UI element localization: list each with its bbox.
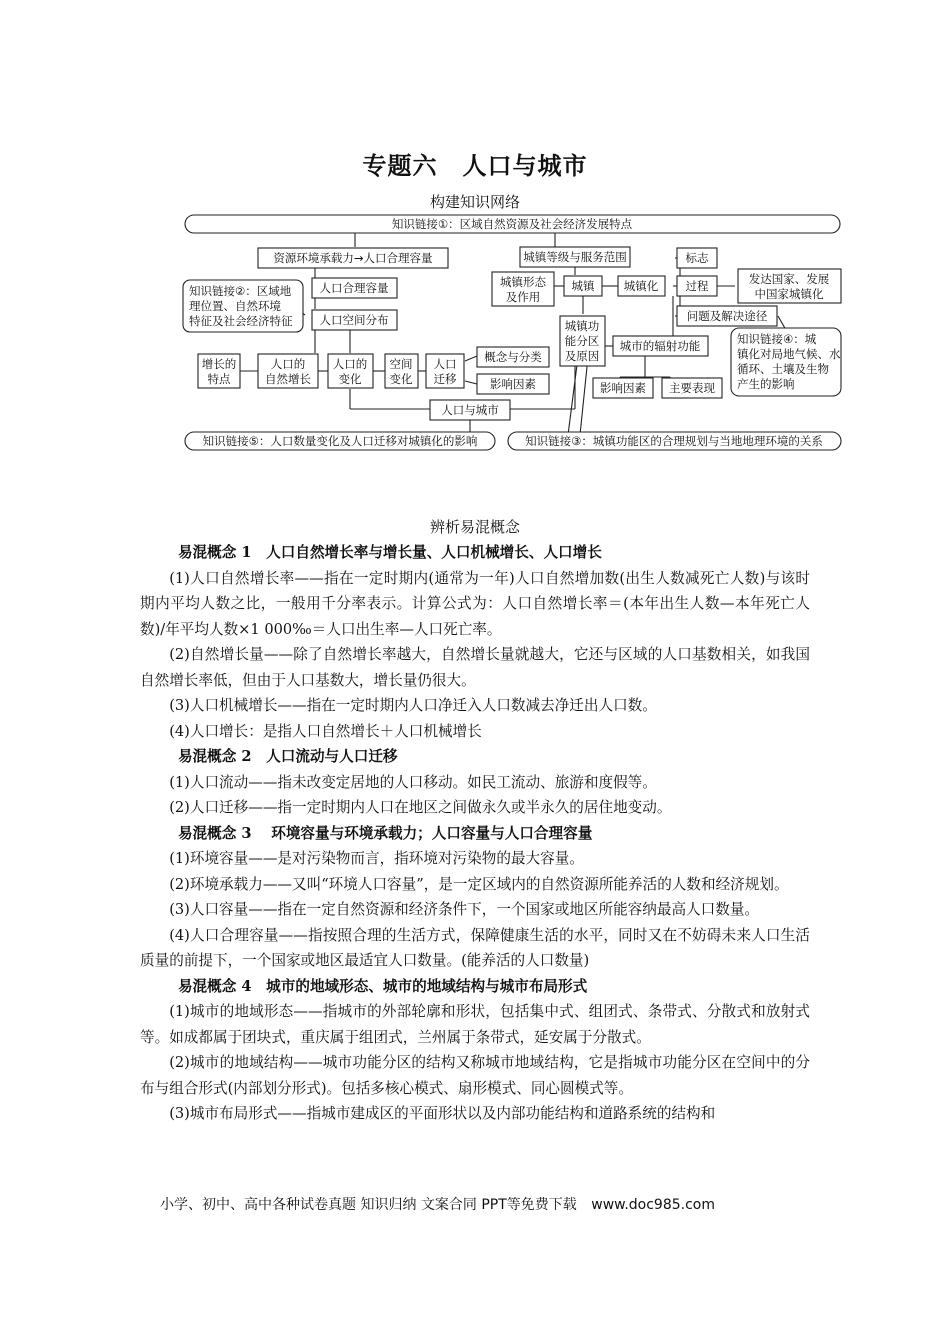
concept-paragraph: (4)人口增长：是指人口自然增长＋人口机械增长 — [169, 722, 482, 740]
distribution-label: 人口空间分布 — [319, 313, 389, 327]
concept-paragraph: (1)人口流动——指未改变定居地的人口移动。如民工流动、旅游和度假等。 — [169, 773, 657, 791]
knowledge-network-diagram — [180, 212, 845, 457]
growth-features-line-1: 增长的 — [201, 357, 237, 371]
developed-countries-line-2: 中国家城镇化 — [754, 287, 824, 301]
town-label: 城镇 — [571, 279, 595, 293]
knowledge-link-5-label: 知识链接⑤：人口数量变化及人口迁移对城镇化的影响 — [202, 434, 478, 448]
section-title: 辨析易混概念 — [429, 518, 520, 536]
page-footer — [160, 1194, 725, 1214]
knowledge-link-4-line-2: 镇化对局地气候、水 — [737, 347, 841, 361]
population-change-line-2: 变化 — [338, 372, 362, 386]
migration-line-2: 迁移 — [433, 372, 457, 386]
footer-text: 小学、初中、高中各种试卷真题 知识归纳 文案合同 PPT等免费下载 — [160, 1197, 577, 1213]
concept-paragraph: (3)人口容量——指在一定自然资源和经济条件下，一个国家或地区所能容纳最高人口数量。 — [169, 901, 760, 918]
concept-label: 概念与分类 — [484, 350, 542, 364]
migration-line-1: 人口 — [433, 357, 457, 371]
migration-factors-label: 影响因素 — [490, 377, 536, 391]
population-change-line-1: 人口的 — [332, 357, 368, 371]
concepts-body — [140, 540, 810, 1127]
town-form-line-2: 及作用 — [505, 290, 541, 304]
knowledge-link-1-label: 知识链接①：区域自然资源及社会经济发展特点 — [391, 217, 633, 231]
concept-paragraph: (3)人口机械增长——指在一定时期内人口净迁入人口数减去净迁出人口数。 — [169, 697, 657, 714]
natural-growth-line-1: 人口的 — [270, 357, 306, 371]
page-title: 专题六 人口与城市 — [362, 151, 588, 180]
knowledge-link-4-line-4: 产生的影响 — [737, 377, 795, 391]
radiation-function-label: 城市的辐射功能 — [619, 339, 701, 353]
urbanization-label: 城镇化 — [623, 279, 659, 293]
concept-heading: 易混概念 2 人口流动与人口迁移 — [177, 748, 398, 765]
radiation-expression-label: 主要表现 — [669, 381, 715, 395]
concept-paragraph: (2)城市的地域结构——城市功能分区的结构又称城市地域结构，它是指城市功能分区在空间中的分布与组合形式(内部划分形式)。包括多核心模式、扇形模式、同心圆模式等。 — [140, 1054, 810, 1097]
footer-url[interactable]: www.doc985.com — [591, 1197, 715, 1213]
population-city-label: 人口与城市 — [441, 403, 499, 417]
knowledge-link-4-line-3: 循环、土壤及生物 — [737, 362, 829, 376]
concept-paragraph: (2)人口迁移——指一定时期内人口在地区之间做永久或半永久的居住地变动。 — [169, 799, 672, 816]
urbanization-process-label: 过程 — [685, 279, 709, 293]
concept-paragraph: (3)城市布局形式——指城市建成区的平面形状以及内部功能结构和道路系统的结构和 — [169, 1105, 716, 1122]
concept-paragraph: (2)环境承载力——又叫“环境人口容量”，是一定区域内的自然资源所能养活的人数和经济规划。 — [169, 875, 789, 893]
functional-zones-line-2: 能分区 — [564, 334, 600, 348]
natural-growth-line-2: 自然增长 — [265, 372, 311, 386]
knowledge-link-4-line-1: 知识链接④：城 — [737, 332, 817, 346]
reasonable-capacity-label: 人口合理容量 — [319, 281, 389, 295]
concept-paragraph: (1)环境容量——是对污染物而言，指环境对污染物的最大容量。 — [169, 850, 584, 867]
developed-countries-line-1: 发达国家、发展 — [748, 272, 830, 286]
growth-features-line-2: 特点 — [207, 372, 231, 386]
knowledge-link-3-label: 知识链接③：城镇功能区的合理规划与当地地理环境的关系 — [525, 434, 823, 448]
town-form-line-1: 城镇形态 — [500, 275, 546, 289]
spatial-change-line-1: 空间 — [389, 357, 413, 371]
concept-paragraph: (2)自然增长量——除了自然增长率越大，自然增长量就越大，它还与区域的人口基数相关，如我国自然增长率低，但由于人口基数大，增长量仍很大。 — [140, 646, 810, 689]
knowledge-link-2-line-3: 特征及社会经济特征 — [189, 314, 293, 328]
concept-heading: 易混概念 1 人口自然增长率与增长量、人口机械增长、人口增长 — [177, 544, 602, 561]
concept-paragraph: (1)城市的地域形态——指城市的外部轮廓和形状，包括集中式、组团式、条带式、分散式和放射式等。如成都属于团块式，重庆属于组团式，兰州属于条带式，延安属于分散式。 — [140, 1003, 810, 1046]
diagram-heading: 构建知识网络 — [429, 193, 520, 211]
knowledge-link-2-line-1: 知识链接②：区域地 — [189, 284, 292, 298]
concept-heading: 易混概念 3 环境容量与环境承载力；人口容量与人口合理容量 — [177, 824, 593, 842]
capacity-label: 资源环境承载力→人口合理容量 — [273, 251, 433, 265]
concept-heading: 易混概念 4 城市的地域形态、城市的地域结构与城市布局形式 — [177, 977, 588, 995]
knowledge-link-2-line-2: 理位置、自然环境 — [189, 299, 281, 313]
urbanization-sign-label: 标志 — [685, 251, 709, 265]
problems-solutions-label: 问题及解决途径 — [686, 309, 768, 323]
concept-paragraph: (1)人口自然增长率——指在一定时期内(通常为一年)人口自然增加数(出生人数减死亡人数)与该时期内平均人数之比，一般用千分率表示。计算公式为：人口自然增长率＝(本年出生人数—本年死亡人数)/年平均人数×1 000‰＝人口出生率—人口死亡率。 — [140, 569, 810, 638]
concept-paragraph: (4)人口合理容量——指按照合理的生活方式，保障健康生活的水平，同时又在不妨碍未来人口生活质量的前提下，一个国家或地区最适宜人口数量。(能养活的人口数量) — [140, 926, 810, 969]
functional-zones-line-1: 城镇功 — [564, 319, 600, 333]
functional-zones-line-3: 及原因 — [564, 349, 600, 363]
spatial-change-line-2: 变化 — [389, 372, 413, 386]
town-hierarchy-label: 城镇等级与服务范围 — [523, 250, 627, 264]
radiation-factors-label: 影响因素 — [600, 381, 646, 395]
